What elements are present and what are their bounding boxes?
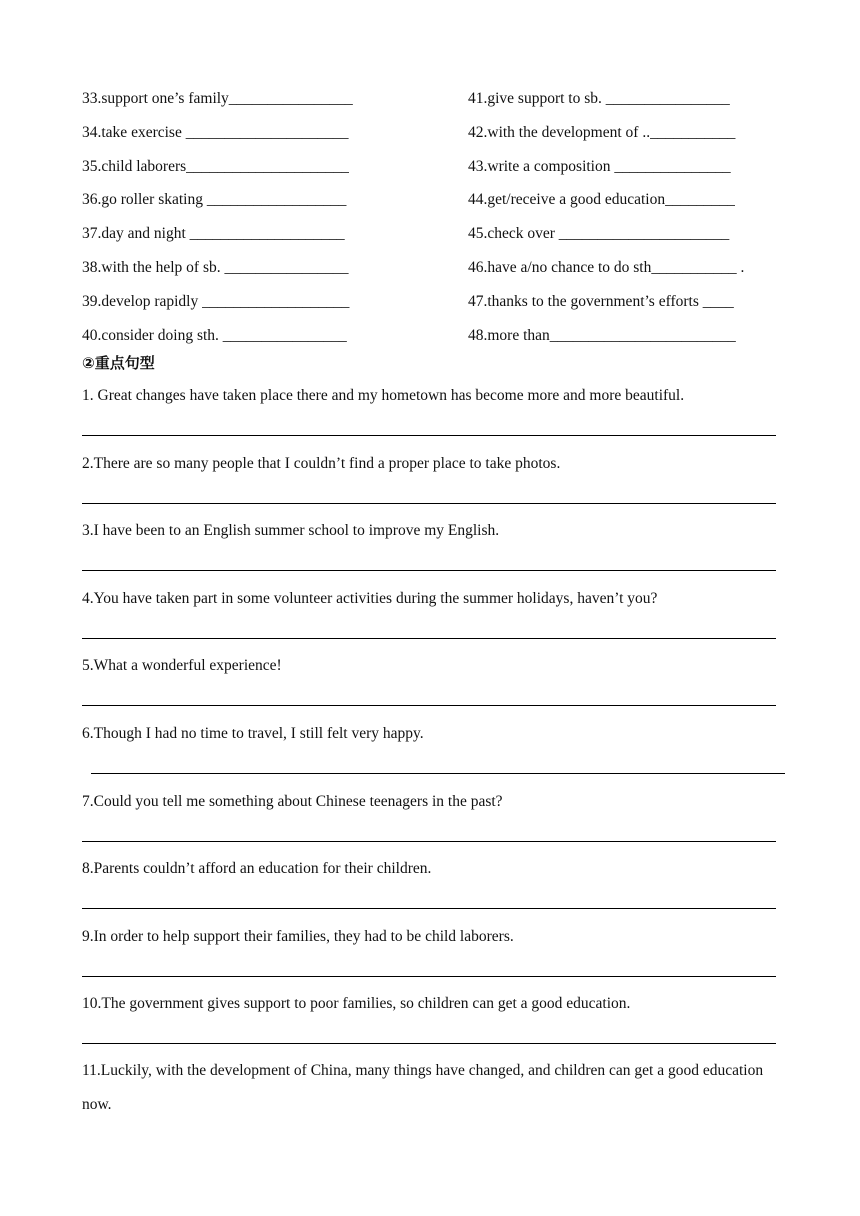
vocab-item-40: 40.consider doing sth. ________________ (82, 326, 347, 344)
section-title: ②重点句型 (82, 354, 155, 372)
vocab-row (82, 325, 782, 359)
sentence-item (82, 791, 778, 859)
answer-line[interactable] (82, 503, 776, 504)
vocab-item-35: 35.child laborers_____________________ (82, 157, 349, 175)
sentence-item (82, 993, 778, 1061)
sentence-text: 3.I have been to an English summer school to improve my English. (82, 522, 500, 540)
vocab-item-33: 33.support one’s family________________ (82, 90, 353, 107)
vocab-row (82, 257, 782, 291)
sentence-text: 6.Though I had no time to travel, I still felt very happy. (82, 724, 424, 742)
sentence-text: 1. Great changes have taken place there and my hometown has become more and more beautiful. (82, 387, 685, 404)
sentence-item (82, 520, 778, 588)
answer-line[interactable] (82, 638, 776, 639)
sentence-item (82, 453, 778, 521)
vocab-item-45: 45.check over ______________________ (468, 225, 730, 243)
sentence-item (82, 926, 778, 994)
vocab-row (82, 189, 782, 223)
sentence-text: 4.You have taken part in some volunteer activities during the summer holidays, haven’t you? (82, 589, 658, 607)
sentence-list (82, 385, 778, 1122)
answer-line[interactable] (82, 976, 776, 977)
vocab-item-46: 46.have a/no chance to do sth___________ . (468, 258, 745, 276)
vocab-item-39: 39.develop rapidly ___________________ (82, 292, 350, 310)
vocab-item-47: 47.thanks to the government’s efforts ____ (468, 292, 734, 310)
sentence-text: 8.Parents couldn’t afford an education for their children. (82, 860, 432, 878)
answer-line[interactable] (82, 435, 776, 436)
sentence-item (82, 588, 778, 656)
sentence-item (82, 385, 778, 453)
answer-line[interactable] (82, 570, 776, 571)
vocab-item-41: 41.give support to sb. ________________ (468, 90, 730, 107)
answer-line[interactable] (82, 908, 776, 909)
vocab-item-48: 48.more than________________________ (468, 326, 736, 344)
vocab-row (82, 291, 782, 325)
sentence-text: 10.The government gives support to poor families, so children can get a good education. (82, 995, 631, 1013)
vocab-item-42: 42.with the development of ..___________ (468, 123, 736, 141)
vocab-item-44: 44.get/receive a good education_________ (468, 191, 735, 209)
vocab-item-43: 43.write a composition _______________ (468, 157, 731, 175)
vocab-row (82, 156, 782, 190)
sentence-text: 5.What a wonderful experience! (82, 657, 282, 675)
vocab-item-38: 38.with the help of sb. ________________ (82, 258, 349, 276)
sentence-text: 2.There are so many people that I couldn’t find a proper place to take photos. (82, 454, 561, 472)
sentence-text: 11.Luckily, with the development of China, many things have changed, and children can get a good education now. (82, 1061, 764, 1113)
vocab-row (82, 223, 782, 257)
vocab-row (82, 88, 782, 122)
sentence-item (82, 858, 778, 926)
sentence-item (82, 655, 778, 723)
vocab-row (82, 122, 782, 156)
sentence-item (82, 723, 778, 791)
sentence-item (82, 1054, 778, 1122)
vocab-item-36: 36.go roller skating __________________ (82, 191, 347, 209)
answer-line[interactable] (82, 841, 776, 842)
vocabulary-list (82, 88, 782, 358)
vocab-item-37: 37.day and night ____________________ (82, 225, 345, 243)
sentence-text: 7.Could you tell me something about Chinese teenagers in the past? (82, 792, 503, 810)
answer-line[interactable] (91, 773, 785, 774)
answer-line[interactable] (82, 1043, 776, 1044)
answer-line[interactable] (82, 705, 776, 706)
sentence-text: 9.In order to help support their families, they had to be child laborers. (82, 927, 514, 945)
vocab-item-34: 34.take exercise _____________________ (82, 123, 349, 141)
